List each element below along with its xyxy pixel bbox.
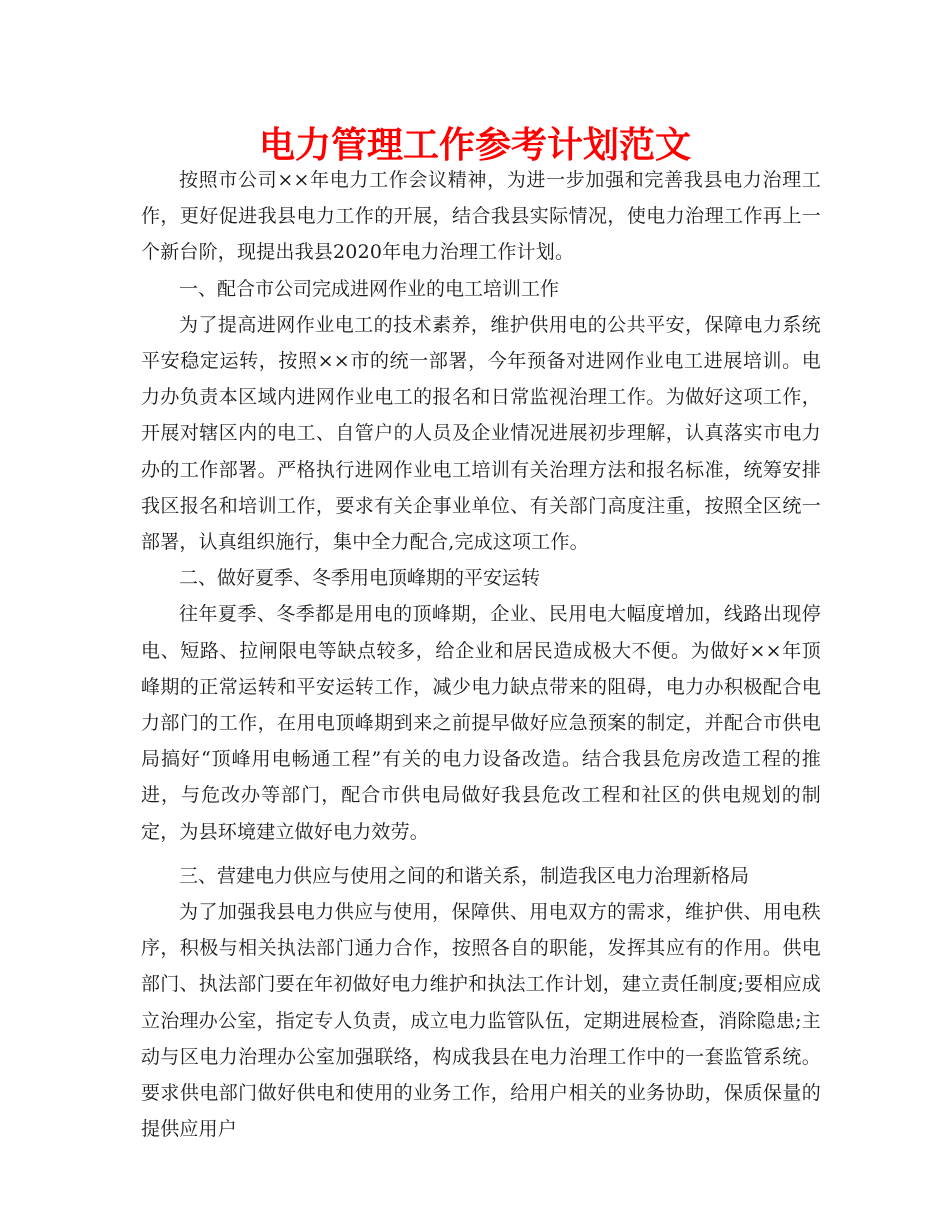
section-1-heading: 一、配合市公司完成进网作业的电工培训工作 (179, 277, 560, 300)
document-body (141, 162, 821, 1147)
section-3-body: 为了加强我县电力供应与使用，保障供、用电双方的需求，维护供、用电秩序，积极与相关执法部门通力合作，按照各自的职能，发挥其应有的作用。供电部门、执法部门要在年初做好电力维护和执法工作计划，建立责任制度;要相应成立治理办公室，指定专人负责，成立电力监管队伍，定期进展检查，消除隐患;主动与区电力治理办公室加强联络，构成我县在电力治理工作中的一套监管系统。要求供电部门做好供电和使用的业务工作，给用户相关的业务协助，保质保量的提供应用户 (141, 901, 821, 1141)
section-1-body: 为了提高进网作业电工的技术素养，维护供用电的公共平安，保障电力系统平安稳定运转，按照××市的统一部署，今年预备对进网作业电工进展培训。电力办负责本区域内进网作业电工的报名和日常监视治理工作。为做好这项工作，开展对辖区内的电工、自管户的人员及企业情况进展初步理解，认真落实市电力办的工作部署。严格执行进网作业电工培训有关治理方法和报名标准，统筹安排我区报名和培训工作，要求有关企事业单位、有关部门高度注重，按照全区统一部署，认真组织施行，集中全力配合,完成这项工作。 (141, 313, 821, 554)
section-2-body: 往年夏季、冬季都是用电的顶峰期，企业、民用电大幅度增加，线路出现停电、短路、拉闸限电等缺点较多，给企业和居民造成极大不便。为做好××年顶峰期的正常运转和平安运转工作，减少电力缺点带来的阻碍，电力办积极配合电力部门的工作，在用电顶峰期到来之前提早做好应急预案的制定，并配合市供电局搞好“顶峰用电畅通工程”有关的电力设备改造。结合我县危房改造工程的推进，与危改办等部门，配合市供电局做好我县危改工程和社区的供电规划的制定，为县环境建立做好电力效劳。 (141, 603, 821, 843)
section-3-heading: 三、营建电力供应与使用之间的和谐关系，制造我区电力治理新格局 (179, 864, 750, 887)
intro-paragraph: 按照市公司××年电力工作会议精神，为进一步加强和完善我县电力治理工作，更好促进我县电力工作的开展，结合我县实际情况，使电力治理工作再上一个新台阶，现提出我县2020年电力治理工作计划。 (141, 169, 821, 264)
section-2-heading: 二、做好夏季、冬季用电顶峰期的平安运转 (179, 567, 541, 590)
document-title: 电力管理工作参考计划范文 (258, 125, 691, 166)
